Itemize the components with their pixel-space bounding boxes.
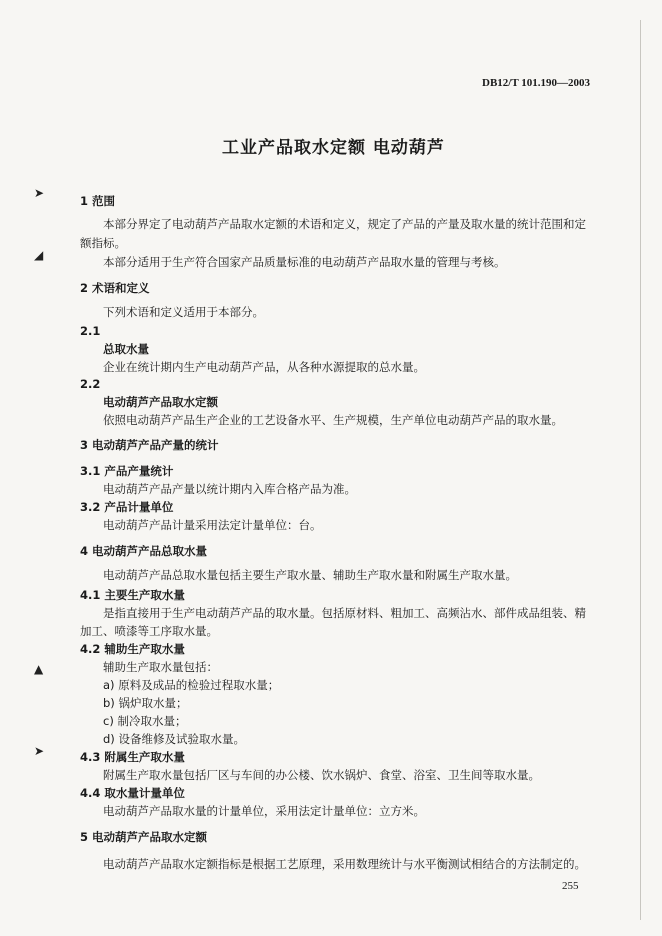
paragraph-text: 电动葫芦产品取水量的计量单位，采用法定计量单位：立方米。 xyxy=(103,804,425,818)
paragraph-text: 本部分界定了电动葫芦产品取水定额的术语和定义，规定了产品的产量及取水量的统计范围和定 xyxy=(103,217,586,231)
section-1-heading: 1 范围 xyxy=(80,194,116,208)
page-number: 255 xyxy=(562,880,579,892)
margin-mark-icon: ◢ xyxy=(34,248,44,262)
paragraph-text: 下列术语和定义适用于本部分。 xyxy=(103,305,264,319)
subsection-heading: 4.3 附属生产取水量 xyxy=(80,750,185,764)
section-5-heading: 5 电动葫芦产品取水定额 xyxy=(80,830,208,844)
section-4-heading: 4 电动葫芦产品总取水量 xyxy=(80,544,208,558)
section-3-heading: 3 电动葫芦产品产量的统计 xyxy=(80,438,219,452)
page-title: 工业产品取水定额 电动葫芦 xyxy=(222,138,445,158)
document-number: DB12/T 101.190—2003 xyxy=(482,77,590,89)
subsection-heading: 3.1 产品产量统计 xyxy=(80,464,174,478)
term-heading: 总取水量 xyxy=(103,342,149,356)
subsection-number: 2.1 xyxy=(80,324,101,338)
list-item: d) 设备维修及试验取水量。 xyxy=(103,732,245,746)
margin-mark-icon: ▲ xyxy=(34,662,44,676)
paragraph-text: 企业在统计期内生产电动葫芦产品，从各种水源提取的总水量。 xyxy=(103,360,425,374)
paragraph-text: 电动葫芦产品总取水量包括主要生产取水量、辅助生产取水量和附属生产取水量。 xyxy=(103,568,517,582)
section-2-heading: 2 术语和定义 xyxy=(80,281,150,295)
scan-edge-line xyxy=(640,20,641,920)
paragraph-text: 额指标。 xyxy=(80,236,126,250)
paragraph-text: 是指直接用于生产电动葫芦产品的取水量。包括原材料、粗加工、高频沾水、部件成品组装、精 xyxy=(103,606,586,620)
margin-mark-icon: ➤ xyxy=(34,186,45,200)
margin-mark-icon: ➤ xyxy=(34,744,45,758)
subsection-heading: 4.4 取水量计量单位 xyxy=(80,786,185,800)
paragraph-text: 加工、喷漆等工序取水量。 xyxy=(80,624,218,638)
paragraph-text: 本部分适用于生产符合国家产品质量标准的电动葫芦产品取水量的管理与考核。 xyxy=(103,255,506,269)
paragraph-text: 附属生产取水量包括厂区与车间的办公楼、饮水锅炉、食堂、浴室、卫生间等取水量。 xyxy=(103,768,540,782)
list-item: b) 锅炉取水量； xyxy=(103,696,188,710)
term-heading: 电动葫芦产品取水定额 xyxy=(103,395,218,409)
paragraph-text: 依照电动葫芦产品生产企业的工艺设备水平、生产规模，生产单位电动葫芦产品的取水量。 xyxy=(103,413,563,427)
list-item: a) 原料及成品的检验过程取水量； xyxy=(103,678,280,692)
paragraph-text: 电动葫芦产品计量采用法定计量单位：台。 xyxy=(103,518,322,532)
subsection-heading: 4.2 辅助生产取水量 xyxy=(80,642,185,656)
subsection-number: 2.2 xyxy=(80,377,101,391)
subsection-heading: 4.1 主要生产取水量 xyxy=(80,588,185,602)
paragraph-text: 电动葫芦产品取水定额指标是根据工艺原理，采用数理统计与水平衡测试相结合的方法制定的。 xyxy=(103,857,586,871)
subsection-heading: 3.2 产品计量单位 xyxy=(80,500,174,514)
paragraph-text: 辅助生产取水量包括： xyxy=(103,660,218,674)
paragraph-text: 电动葫芦产品产量以统计期内入库合格产品为准。 xyxy=(103,482,356,496)
list-item: c) 制冷取水量； xyxy=(103,714,187,728)
